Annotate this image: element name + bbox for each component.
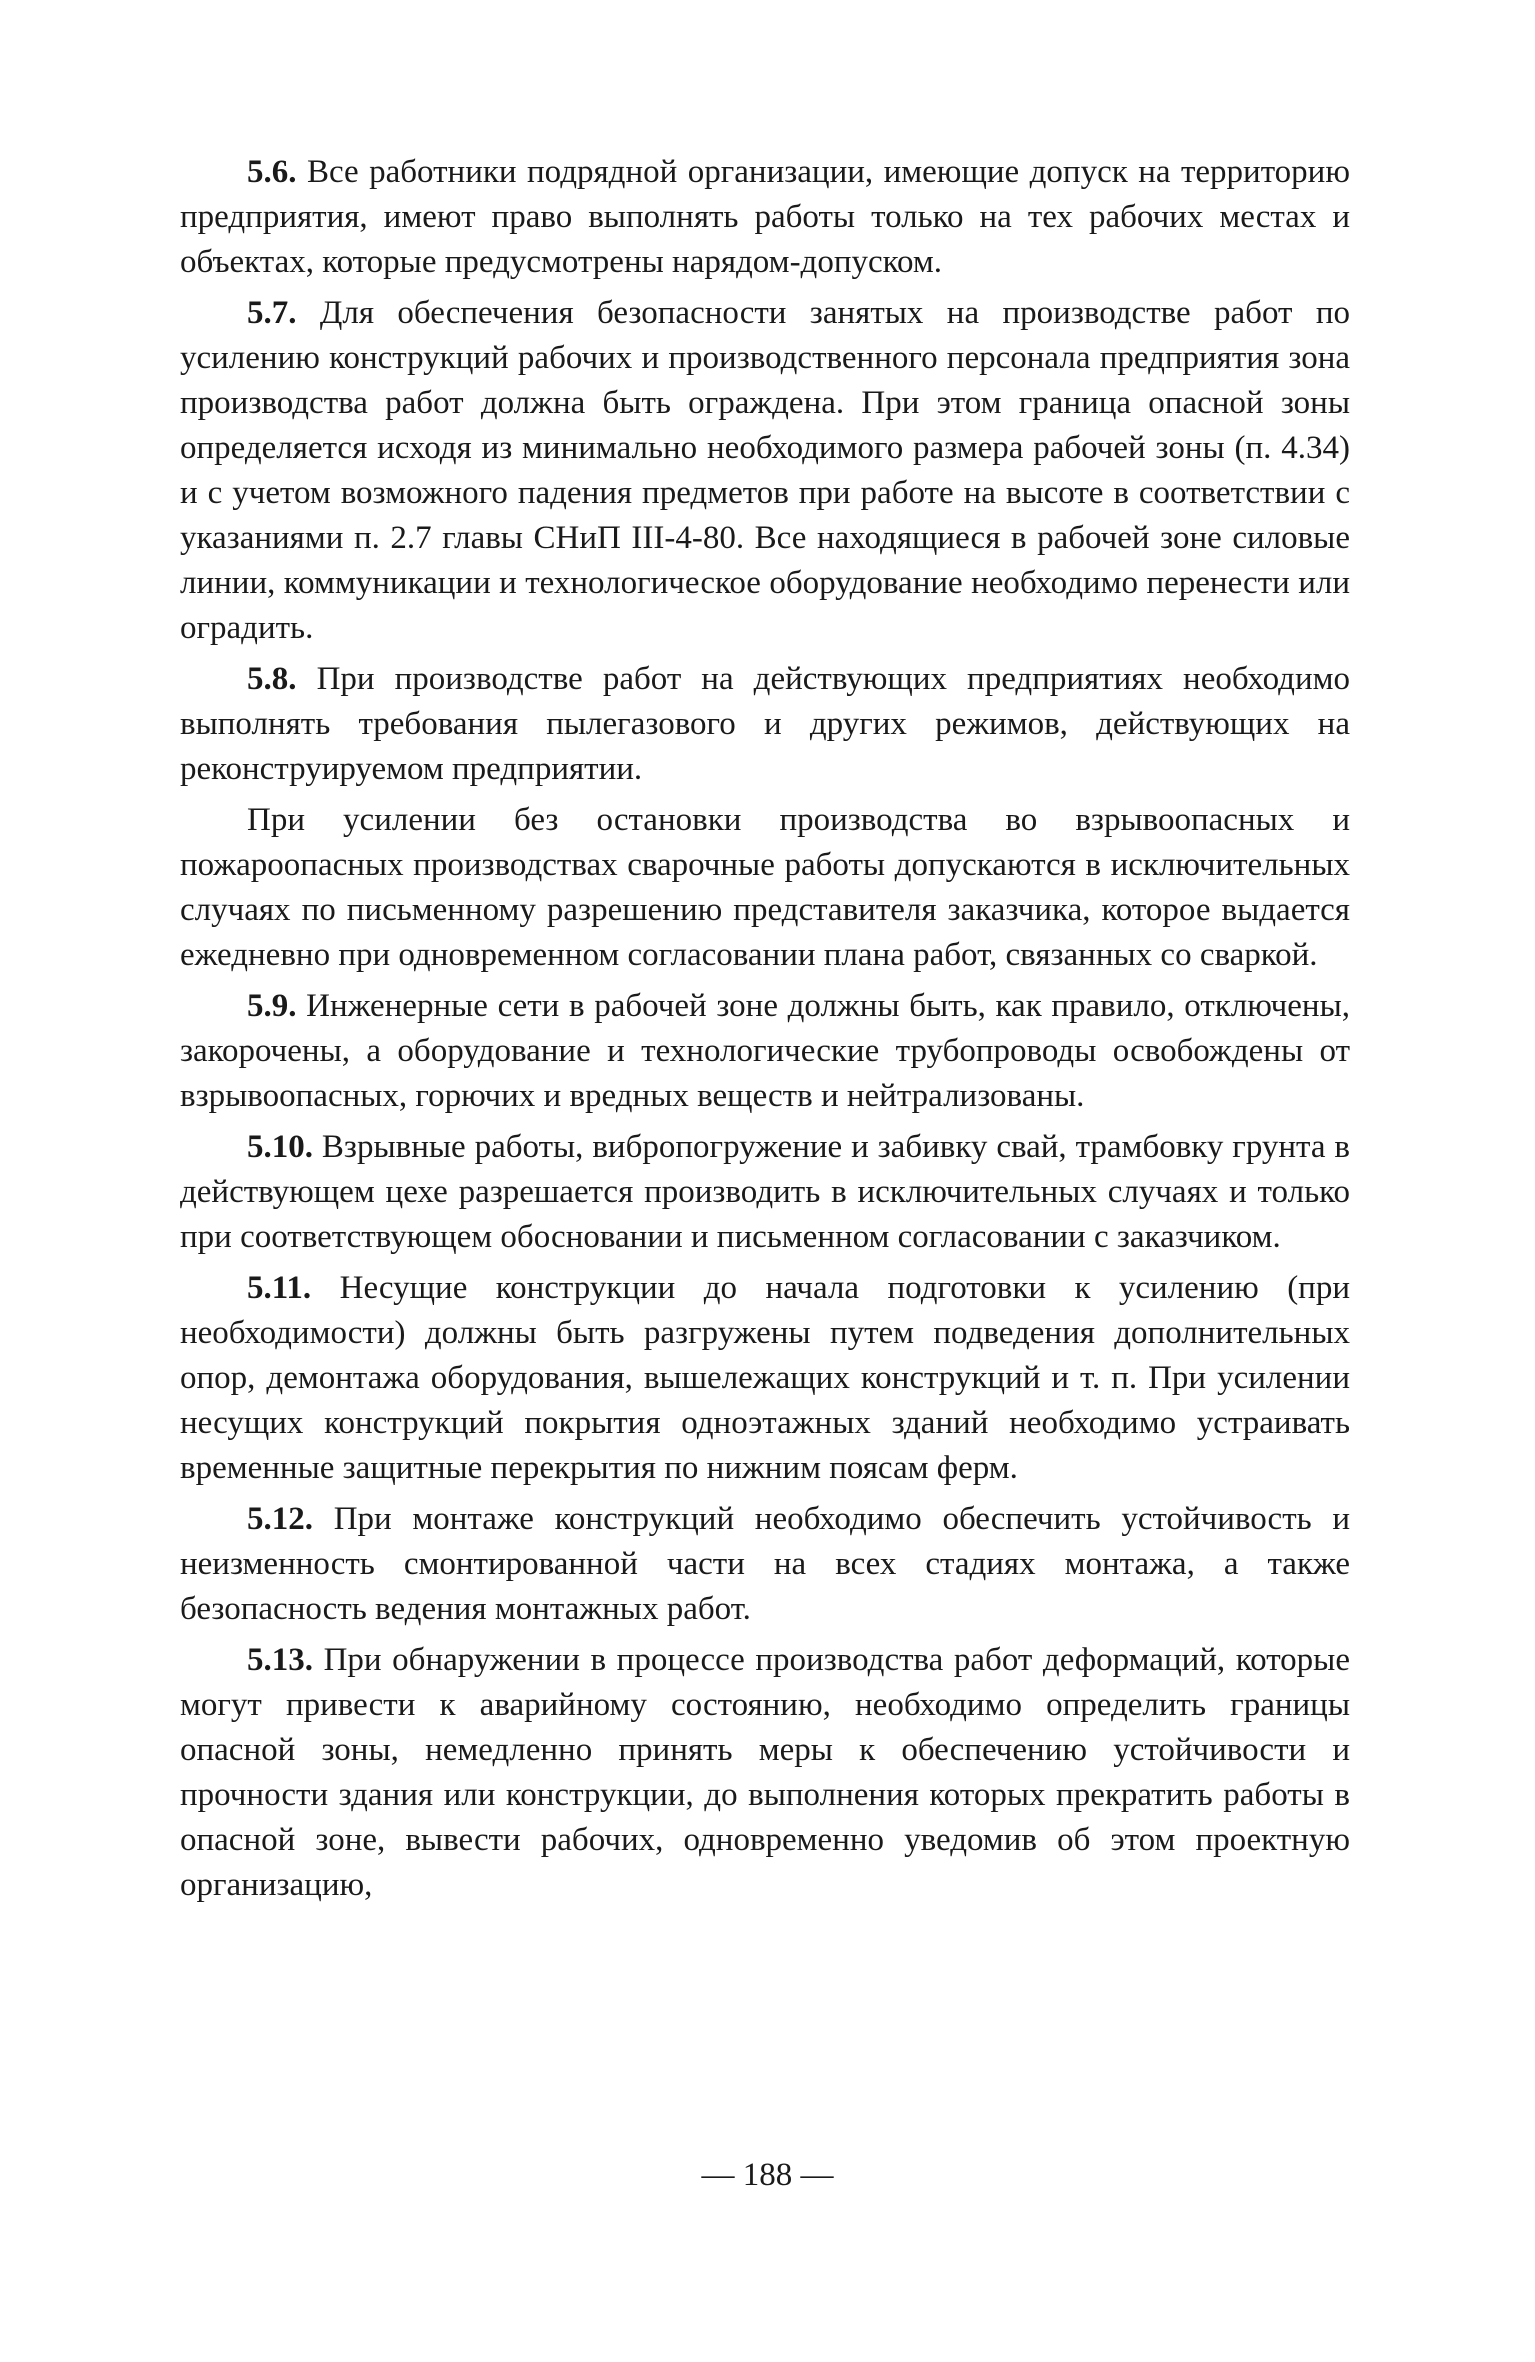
paragraph-text: При производстве работ на действующих предприятиях необходимо выполнять требования пылегазового и других режимов, действующих на реконструируемом предприятии. bbox=[180, 661, 1351, 787]
paragraph-5-7 bbox=[180, 291, 1350, 651]
paragraph-5-9 bbox=[180, 984, 1350, 1119]
paragraph-5-11 bbox=[180, 1266, 1350, 1491]
clause-number: 5.8. bbox=[247, 661, 297, 697]
paragraph-5-8-continued bbox=[180, 798, 1350, 978]
paragraph-5-6 bbox=[180, 150, 1350, 285]
paragraph-text: При монтаже конструкций необходимо обеспечить устойчивость и неизменность смонтированной части на всех стадиях монтажа, а также безопасность ведения монтажных работ. bbox=[180, 1501, 1350, 1627]
paragraph-5-13 bbox=[180, 1638, 1350, 1908]
clause-number: 5.12. bbox=[247, 1501, 313, 1537]
paragraph-text: Взрывные работы, вибропогружение и забивку свай, трамбовку грунта в действующем цехе разрешается производить в исключительных случаях и только при соответствующем обосновании и письменном согласовании с заказчиком. bbox=[180, 1129, 1350, 1255]
clause-number: 5.6. bbox=[247, 154, 297, 190]
clause-number: 5.10. bbox=[247, 1129, 313, 1165]
paragraph-5-12 bbox=[180, 1497, 1350, 1632]
paragraph-5-10 bbox=[180, 1125, 1350, 1260]
paragraph-text: Несущие конструкции до начала подготовки к усилению (при необходимости) должны быть разгружены путем подведения дополнительных опор, демонтажа оборудования, вышележащих конструкций и т. п. При усилении несущих конструкций покрытия одноэтажных зданий необходимо устраивать временные защитные перекрытия по нижним поясам ферм. bbox=[180, 1270, 1351, 1486]
paragraph-text: Все работники подрядной организации, имеющие допуск на территорию предприятия, имеют право выполнять работы только на тех рабочих местах и объектах, которые предусмотрены нарядом-допуском. bbox=[180, 154, 1350, 280]
clause-number: 5.7. bbox=[247, 295, 297, 331]
page-number: — 188 — bbox=[701, 2157, 834, 2193]
paragraph-text: Для обеспечения безопасности занятых на производстве работ по усилению конструкций рабочих и производственного персонала предприятия зона производства работ должна быть ограждена. При этом граница опасной зоны определяется исходя из минимально необходимого размера рабочей зоны (п. 4.34) и с учетом возможного падения предметов при работе на высоте в соответствии с указаниями п. 2.7 главы СНиП III-4-80. Все находящиеся в рабочей зоне силовые линии, коммуникации и технологическое оборудование необходимо перенести или оградить. bbox=[180, 295, 1350, 646]
paragraph-5-8 bbox=[180, 657, 1350, 792]
clause-number: 5.13. bbox=[247, 1642, 313, 1678]
paragraph-text: При обнаружении в процессе производства работ деформаций, которые могут привести к аварийному состоянию, необходимо определить границы опасной зоны, немедленно принять меры к обеспечению устойчивости и прочности здания или конструкции, до выполнения которых прекратить работы в опасной зоне, вывести рабочих, одновременно уведомив об этом проектную организацию, bbox=[180, 1642, 1350, 1903]
paragraph-text: Инженерные сети в рабочей зоне должны быть, как правило, отключены, закорочены, а оборудование и технологические трубопроводы освобождены от взрывоопасных, горючих и вредных веществ и нейтрализованы. bbox=[180, 988, 1350, 1114]
clause-number: 5.9. bbox=[247, 988, 297, 1024]
clause-number: 5.11. bbox=[247, 1270, 312, 1306]
paragraph-text: При усилении без остановки производства во взрывоопасных и пожароопасных производствах сварочные работы допускаются в исключительных случаях по письменному разрешению представителя заказчика, которое выдается ежедневно при одновременном согласовании плана работ, связанных со сваркой. bbox=[180, 802, 1350, 973]
page-body bbox=[180, 150, 1350, 1914]
